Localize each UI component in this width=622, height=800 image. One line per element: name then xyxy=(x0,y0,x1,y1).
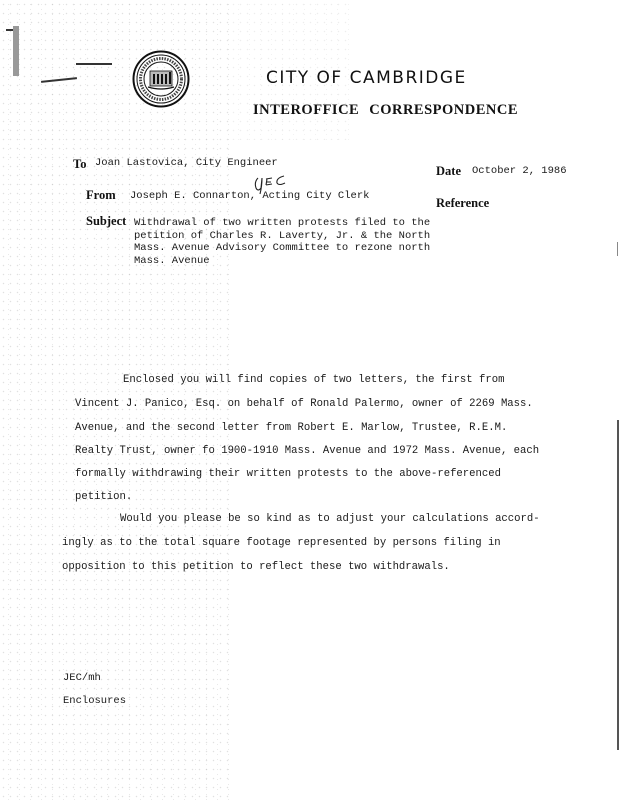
body-line: Avenue, and the second letter from Robert E. Marlow, Trustee, R.E.M. xyxy=(75,422,508,434)
city-seal-icon xyxy=(132,50,190,108)
body-line: Realty Trust, owner fo 1900-1910 Mass. Avenue and 1972 Mass. Avenue, each xyxy=(75,445,540,457)
date-value: October 2, 1986 xyxy=(472,165,567,177)
scan-edge-line xyxy=(617,420,619,750)
to-value: Joan Lastovica, City Engineer xyxy=(95,157,278,169)
body-line: formally withdrawing their written protests to the above-referenced xyxy=(75,468,501,480)
from-label: From xyxy=(86,188,116,202)
body-line: Vincent J. Panico, Esq. on behalf of Ronald Palermo, owner of 2269 Mass. xyxy=(75,398,533,410)
to-label: To xyxy=(73,157,87,171)
body-line: Enclosed you will find copies of two letters, the first from xyxy=(123,374,505,386)
scan-mark xyxy=(41,77,77,83)
scan-edge-mark xyxy=(617,242,618,256)
subject-line: Withdrawal of two written protests filed to the xyxy=(134,217,431,229)
body-line: petition. xyxy=(75,491,133,503)
handwritten-initials-signature xyxy=(252,172,292,198)
from-value: Joseph E. Connarton, Acting City Clerk xyxy=(130,190,370,202)
subject-line: petition of Charles R. Laverty, Jr. & the North xyxy=(134,229,431,242)
enclosures-note: Enclosures xyxy=(63,695,127,707)
subject-label: Subject xyxy=(86,214,127,228)
memo-type-word: CORRESPONDENCE xyxy=(369,102,519,118)
scan-mark xyxy=(13,26,19,76)
subject-line: Mass. Avenue xyxy=(134,254,210,267)
body-line: ingly as to the total square footage represented by persons filing in xyxy=(62,537,501,549)
memo-type-word: INTEROFFICE xyxy=(253,102,360,118)
body-line: Would you please be so kind as to adjust your calculations accord- xyxy=(120,513,540,525)
date-label: Date xyxy=(436,164,461,178)
memo-type-heading xyxy=(253,102,518,119)
typist-initials: JEC/mh xyxy=(63,672,101,684)
subject-line: Mass. Avenue Advisory Committee to rezone north xyxy=(134,242,431,254)
scan-mark xyxy=(76,63,112,65)
subject-text xyxy=(134,217,430,267)
body-line: opposition to this petition to reflect these two withdrawals. xyxy=(62,561,450,573)
organization-title: CITY OF CAMBRIDGE xyxy=(266,68,467,88)
reference-label: Reference xyxy=(436,196,490,210)
